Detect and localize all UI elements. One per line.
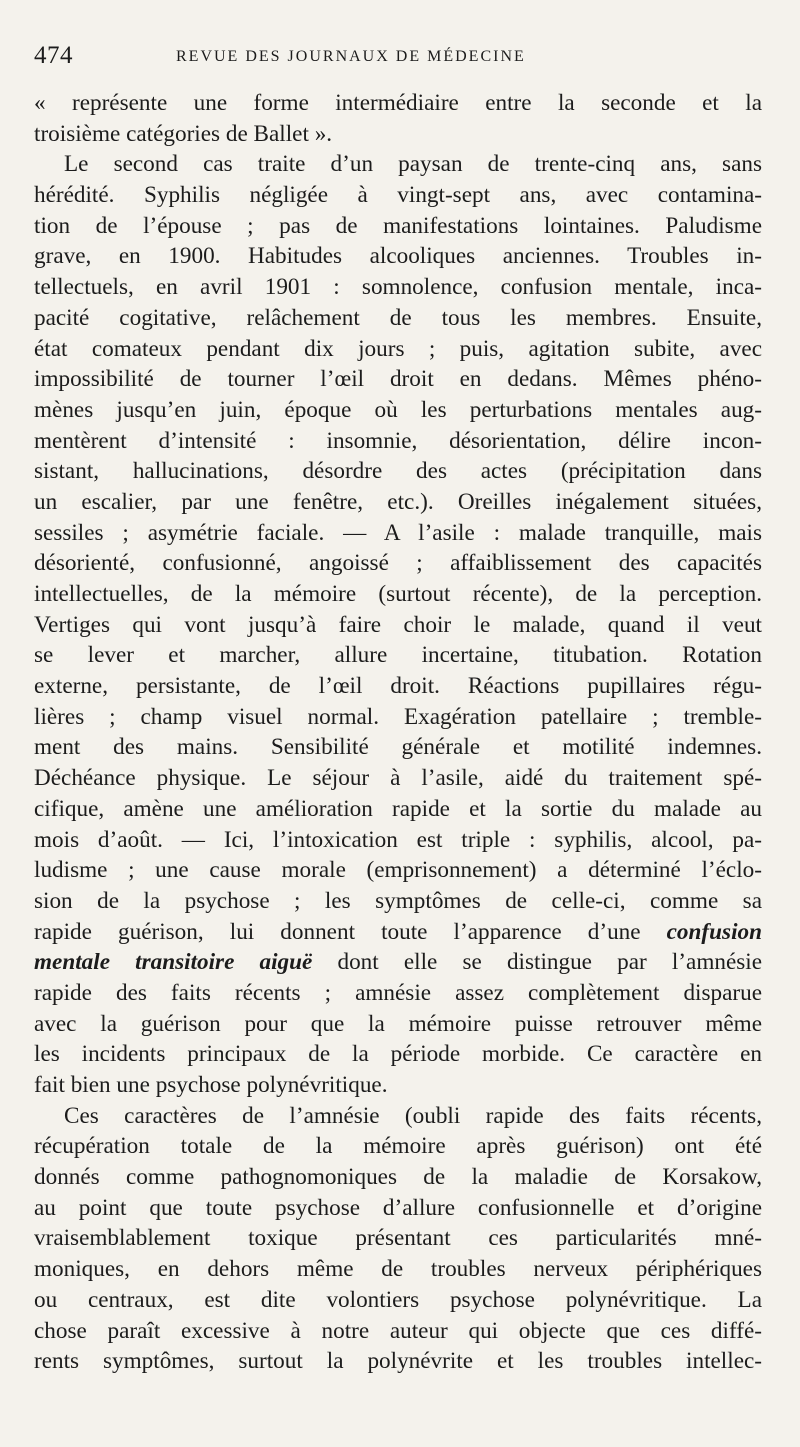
text-line-with-italic (34, 947, 762, 978)
text-line: impossibilité de tourner l’œil droit en dedans. Mêmes phéno- (34, 366, 762, 393)
text-line: troisième catégories de Ballet ». (34, 120, 333, 147)
text-line: tion de l’épouse ; pas de manifestations lointaines. Paludisme (34, 212, 762, 239)
text-line: intellectuelles, de la mémoire (surtout récente), de la perception. (34, 581, 762, 607)
text-run: dont elle se distingue par l’amnésie (337, 949, 762, 976)
text-line: moniques, en dehors même de troubles nerveux périphériques (34, 1256, 762, 1283)
text-line: lières ; champ visuel normal. Exagération patellaire ; tremble- (34, 703, 762, 730)
text-line: mènes jusqu’en juin, époque où les perturbations mentales aug- (34, 396, 762, 423)
text-line: état comateux pendant dix jours ; puis, agitation subite, avec (34, 335, 762, 362)
running-head (34, 38, 762, 78)
text-line: vraisemblablement toxique présentant ces particularités mné- (34, 1225, 762, 1252)
text-line: pacité cogitative, relâchement de tous les membres. Ensuite, (34, 304, 762, 331)
text-line: mois d’août. — Ici, l’intoxication est triple : syphilis, alcool, pa- (34, 826, 762, 853)
text-line: récupération totale de la mémoire après guérison) ont été (34, 1133, 762, 1160)
text-line: sion de la psychose ; les symptômes de celle-ci, comme sa (34, 887, 762, 914)
text-line: rapide des faits récents ; amnésie assez complètement disparue (34, 979, 762, 1006)
text-line: se lever et marcher, allure incertaine, titubation. Rotation (34, 642, 762, 669)
page-number: 474 (34, 42, 73, 69)
paragraph (34, 88, 762, 149)
italic-term: confusion (666, 918, 762, 945)
text-run: rapide guérison, lui donnent toute l’apparence d’une (34, 918, 641, 945)
text-line: grave, en 1900. Habitudes alcooliques anciennes. Troubles in- (34, 243, 762, 270)
text-line: avec la guérison pour que la mémoire puisse retrouver même (34, 1010, 762, 1037)
text-line: sessiles ; asymétrie faciale. — A l’asile : malade tranquille, mais (34, 519, 762, 546)
text-line: désorienté, confusionné, angoissé ; affaiblissement des capacités (34, 550, 762, 577)
text-line: un escalier, par une fenêtre, etc.). Oreilles inégalement situées, (34, 488, 762, 515)
text-line: Ces caractères de l’amnésie (oubli rapide des faits récents, (64, 1102, 762, 1129)
text-line: Déchéance physique. Le séjour à l’asile, aidé du traitement spé- (34, 765, 762, 792)
text-line: hérédité. Syphilis négligée à vingt-sept ans, avec contamina- (34, 182, 762, 209)
text-line: « représente une forme intermédiaire entre la seconde et la (34, 90, 762, 116)
text-line: externe, persistante, de l’œil droit. Réactions pupillaires régu- (34, 673, 762, 700)
text-line: sistant, hallucinations, désordre des actes (précipitation dans (34, 458, 762, 485)
text-line: rents symptômes, surtout la polynévrite et les troubles intellec- (34, 1348, 762, 1375)
paragraph (34, 1101, 762, 1377)
italic-term: mentale transitoire aiguë (34, 949, 313, 976)
text-line: chose paraît excessive à notre auteur qui objecte que ces diffé- (34, 1317, 762, 1344)
text-line: Vertiges qui vont jusqu’à faire choir le malade, quand il veut (34, 611, 762, 638)
text-line: fait bien une psychose polynévritique. (34, 1072, 388, 1098)
text-line-with-italic (34, 917, 762, 948)
text-line: tellectuels, en avril 1901 : somnolence, confusion mentale, inca- (34, 274, 762, 301)
text-line: ludisme ; une cause morale (emprisonnement) a déterminé l’éclo- (34, 857, 762, 884)
text-line: donnés comme pathognomoniques de la maladie de Korsakow, (34, 1164, 762, 1191)
text-line: cifique, amène une amélioration rapide et la sortie du malade au (34, 795, 762, 822)
body-text (34, 88, 762, 1377)
text-line: les incidents principaux de la période morbide. Ce caractère en (34, 1041, 762, 1068)
journal-title: REVUE DES JOURNAUX DE MÉDECINE (176, 48, 526, 65)
text-line: au point que toute psychose d’allure confusionnelle et d’origine (34, 1194, 762, 1221)
text-line: ment des mains. Sensibilité générale et motilité indemnes. (34, 734, 762, 761)
text-line: Le second cas traite d’un paysan de trente-cinq ans, sans (64, 151, 762, 178)
text-line: mentèrent d’intensité : insomnie, désorientation, délire incon- (34, 427, 762, 454)
text-line: ou centraux, est dite volontiers psychose polynévritique. La (34, 1286, 762, 1313)
paragraph (34, 149, 762, 1100)
